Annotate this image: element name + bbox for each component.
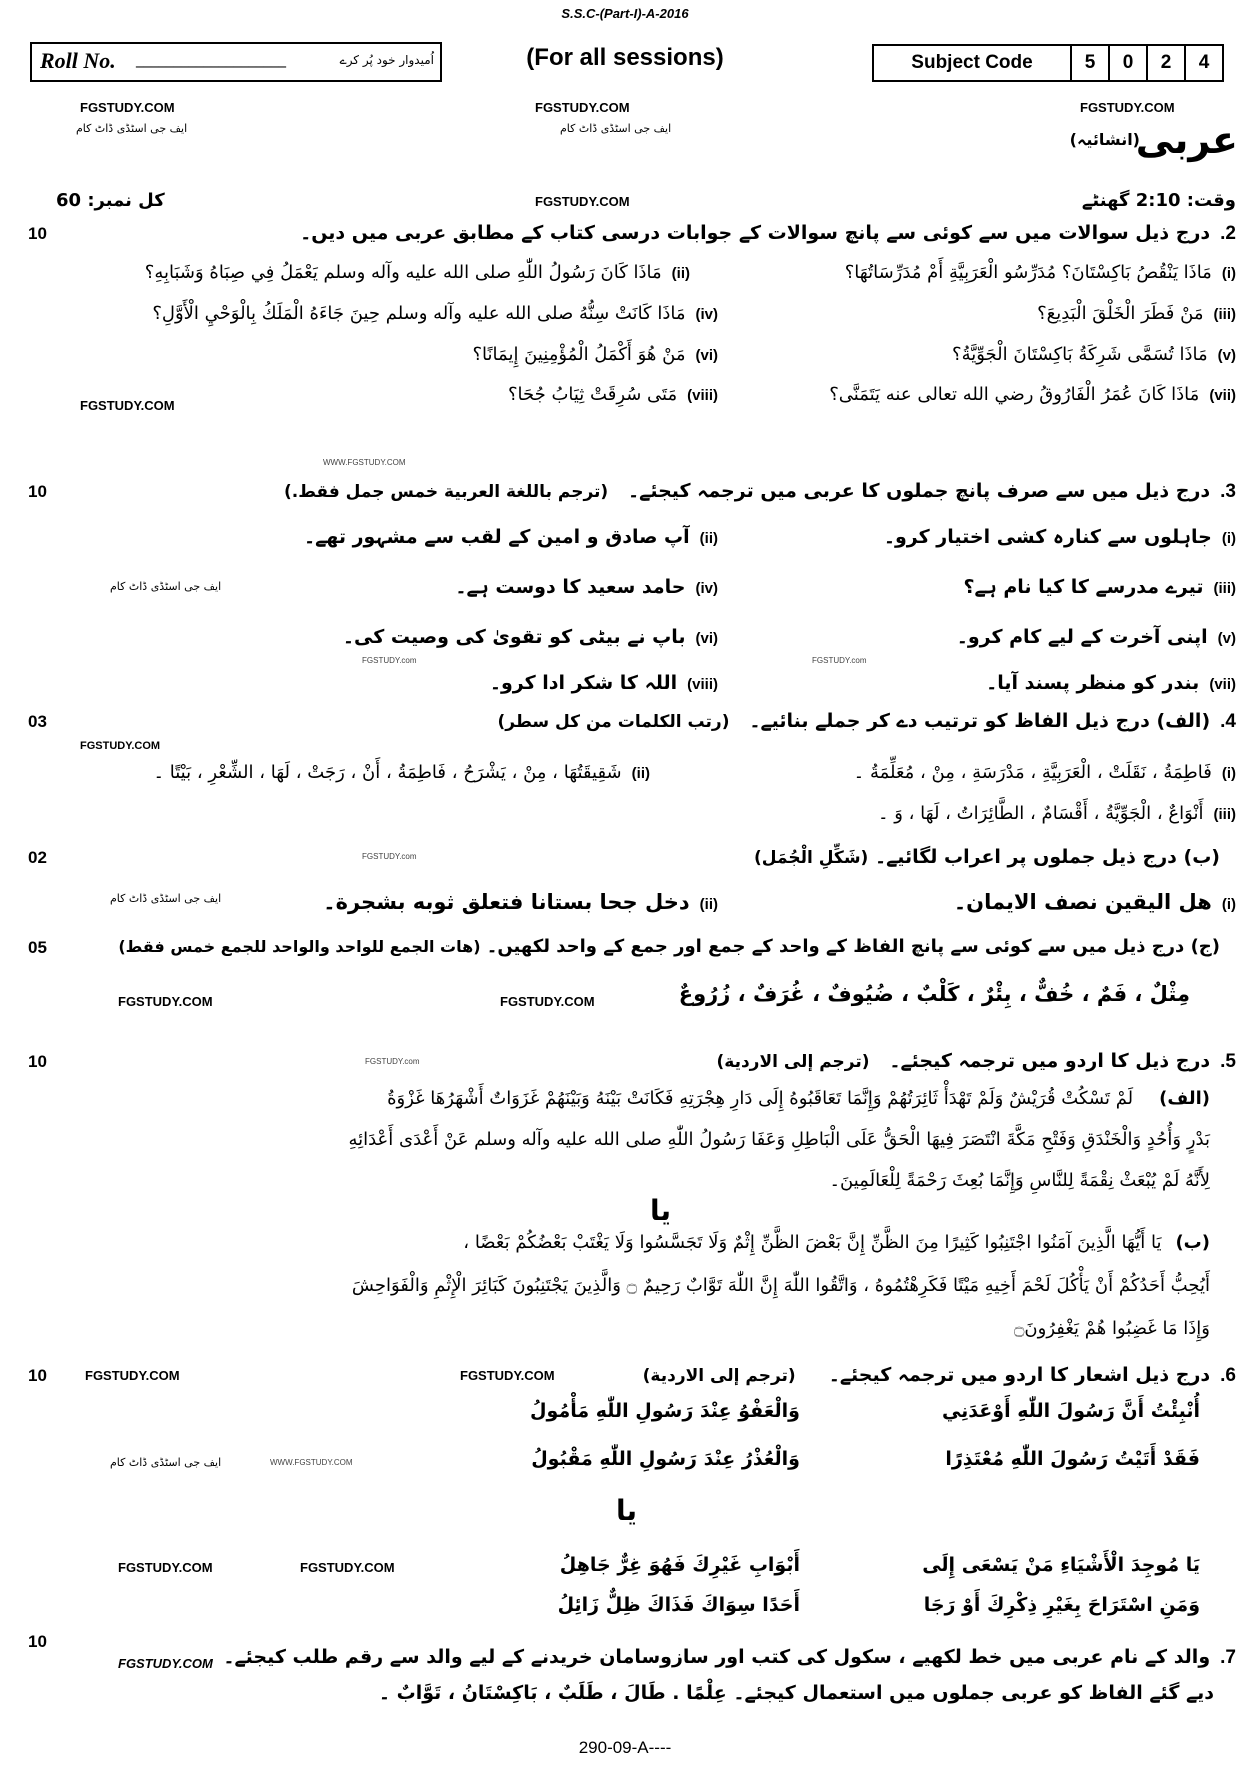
passage-text: يَا أَيُّهَا الَّذِينَ آمَنُوا اجْتَنِبُوا كَثِيرًا مِنَ الظَّنِّ إِنَّ بَعْضَ الظَّنِّ إِثْمٌ وَلَا تَجَسَّسُوا وَلَا يَغْتَبْ بَعْضُكُمْ بَعْضًا ،: [463, 1232, 1162, 1253]
q7-line: [379, 1682, 1214, 1704]
q3-item: [304, 526, 718, 548]
q3-instruction-arabic: (ترجم باللغة العربية خمس جمل فقط.): [283, 482, 609, 502]
watermark: FGSTUDY.COM: [300, 1560, 395, 1575]
item-label: (vii): [1209, 387, 1236, 404]
q5b-label: (ب): [1175, 1232, 1210, 1253]
roll-number-blank[interactable]: ____________________: [136, 50, 286, 68]
q5-instruction-arabic: (ترجم إلى الاردية): [716, 1052, 870, 1072]
q2-item: [829, 384, 1236, 405]
q4c-instruction: [118, 936, 1220, 957]
q4c-instruction-arabic: (هات الجمع للواحد والواحد للجمع خمس فقط): [118, 937, 481, 956]
watermark: FGSTUDY.COM: [1080, 100, 1175, 115]
q6-number: 6.: [1220, 1365, 1236, 1386]
q5-number: 5.: [1220, 1051, 1236, 1072]
q7-marks: 10: [28, 1632, 47, 1651]
item-label: (v): [1217, 630, 1236, 647]
subject-code-digit: 0: [1108, 46, 1146, 80]
q4a-instruction-arabic: (رتب الكلمات من كل سطر): [497, 712, 730, 732]
verse-first-half: فَقَدْ أَتَيْتُ رَسُولَ اللّٰهِ مُعْتَذِرًا: [945, 1448, 1200, 1470]
item-text: باپ نے بیٹی کو تقویٰ کی وصیت کی۔: [342, 626, 686, 648]
item-text: بندر کو منظر پسند آیا۔: [986, 672, 1200, 694]
item-text: فَاطِمَةُ ، نَقَلَتْ ، الْعَرَبِيَّةِ ، مَدْرَسَةِ ، مِنْ ، مُعَلِّمَةُ ۔: [853, 762, 1212, 783]
item-label: (i): [1221, 265, 1236, 282]
paper-code: 290-09-A----: [578, 1738, 672, 1757]
watermark: FGSTUDY.COM: [80, 100, 175, 115]
item-text: حامد سعید کا دوست ہے۔: [455, 576, 686, 598]
q4a-instruction-text: درج ذیل الفاظ کو ترتیب دے کر جملے بنائیے۔: [749, 710, 1150, 732]
q2-item: [845, 262, 1236, 283]
q4a-instruction: [497, 710, 1236, 733]
watermark: FGSTUDY.COM: [80, 740, 161, 752]
item-text: تیرے مدرسے کا کیا نام ہے؟: [963, 576, 1204, 598]
verse-second-half: وَالْعَفْوُ عِنْدَ رَسُولِ اللّٰهِ مَأْمُولُ: [530, 1400, 800, 1422]
q7-number: 7.: [1220, 1647, 1236, 1668]
item-text: مَاذَا كَانَ رَسُولُ اللّٰهِ صلى الله عليه وآله وسلم يَعْمَلُ فِي صِبَاهُ وَشَبَابِهِ؟: [144, 262, 662, 283]
passage-text: لَمْ تَسْكُتْ قُرَيْشٌ وَلَمْ تَهْدَأْ ثَائِرَتُهُمْ وَإِنَّمَا تَعَاقَبُوهُ إِلَى دَارِ هِجْرَتِهِ فَكَانَتْ بَيْنَهُ وَبَيْنَهُمْ غَزَوَاتٌ أَشْهَرُهَا غَزْوَةُ: [387, 1088, 1134, 1109]
total-marks: کل نمبر: 60: [56, 190, 165, 211]
q4c-marks: 05: [28, 938, 47, 957]
verse-second-half: أَبْوَابِ غَيْرِكَ فَهُوَ غِرٌّ جَاهِلُ: [559, 1554, 800, 1576]
subject-code-digit: 4: [1184, 46, 1222, 80]
q3-marks: 10: [28, 482, 47, 501]
item-text: مَنْ فَطَرَ الْخَلْقَ الْبَدِيعَ؟: [1037, 303, 1204, 324]
q2-marks: 10: [28, 224, 47, 243]
q2-item: [1037, 303, 1236, 324]
item-text: مَاذَا كَانَتْ سِنُّهُ صلى الله عليه وآله وسلم حِينَ جَاءَهُ الْمَلَكُ بِالْوَحْيِ الْأَوَّلِ؟: [152, 303, 686, 324]
q6-instruction-arabic: (ترجم إلى الاردية): [642, 1366, 796, 1386]
item-label: (i): [1221, 765, 1236, 782]
verse-second-half: أَحَدًا سِوَاكَ فَذَاكَ ظِلٌّ زَائِلُ: [557, 1594, 800, 1616]
q4b-instruction-arabic: (شَكِّلِ الْجُمَل): [754, 848, 869, 868]
q3-instruction: [284, 480, 1236, 503]
q3-item: [490, 672, 718, 694]
q6-marks: 10: [28, 1366, 47, 1385]
q5-marks: 10: [28, 1052, 47, 1071]
q4c-words: مِثْلٌ ، فَمٌ ، خُفٌّ ، بِئْرٌ ، كَلْبٌ ، ضُيُوفٌ ، غُرَفٌ ، زُرُوعٌ: [678, 982, 1190, 1006]
item-label: (ii): [631, 765, 650, 782]
exam-title: S.S.C-(Part-I)-A-2016: [561, 6, 689, 21]
q5b-line: وَإِذَا مَا غَضِبُوا هُمْ يَغْفِرُونَ۝: [1013, 1318, 1210, 1339]
q7-instruction-text: دیے گئے الفاظ کو عربی جملوں میں استعمال کیجئے۔: [733, 1682, 1214, 1704]
q7-line: [223, 1646, 1236, 1669]
item-label: (ii): [671, 265, 690, 282]
q4a-item: [153, 762, 650, 783]
watermark: FGSTUDY.COM: [80, 398, 175, 413]
q3-item: [343, 626, 718, 648]
item-label: (vi): [695, 630, 718, 647]
q5a-label: (الف): [1159, 1088, 1210, 1109]
q2-item: [145, 262, 690, 283]
q4b-item: [954, 890, 1236, 914]
q3-item: [963, 576, 1236, 598]
q3-item: [884, 526, 1236, 548]
q2-item: [152, 303, 718, 324]
item-label: (iv): [695, 580, 718, 597]
item-text: مَتَى سُرِقَتْ ثِيَابُ جُحَا؟: [507, 384, 678, 405]
watermark-urdu: ایف جی اسٹڈی ڈاٹ کام: [110, 892, 222, 905]
item-text: آپ صادق و امین کے لقب سے مشہور تھے۔: [304, 526, 690, 548]
q4b-label: (ب): [1183, 846, 1220, 868]
item-label: (i): [1221, 896, 1236, 913]
q4c-label: (ج): [1190, 936, 1220, 957]
item-text: مَاذَا تُسَمَّى شَرِكَةُ بَاكِسْتَانَ الْجَوِّيَّةُ؟: [952, 344, 1208, 365]
q5a-line: بَدْرٍ وَأُحُدٍ وَالْخَنْدَقِ وَفَتْحِ مَكَّةَ انْتَصَرَ فِيهَا الْحَقُّ عَلَى الْبَاطِلِ وَعَفَا رَسُولُ اللّٰهِ صلى الله عليه وآله وسلم عَنْ أَعْدَى أَعْدَائِهِ: [348, 1129, 1210, 1150]
watermark: FGSTUDY.COM: [118, 1656, 213, 1671]
item-label: (iv): [695, 306, 718, 323]
q3-instruction-text: درج ذیل میں سے صرف پانچ جملوں کا عربی میں ترجمہ کیجئے۔: [628, 480, 1211, 502]
watermark: FGSTUDY.COM: [118, 994, 213, 1009]
item-text: مَاذَا يَنْقُصُ بَاكِسْتَانَ؟ مُدَرِّسُو الْعَرَبِيَّةِ أَمْ مُدَرِّسَاتُهَا؟: [844, 262, 1212, 283]
watermark: WWW.FGSTUDY.COM: [270, 1458, 353, 1467]
watermark: FGSTUDY.COM: [535, 194, 630, 209]
watermark-urdu: ایف جی اسٹڈی ڈاٹ کام: [76, 122, 188, 135]
q2-item: [508, 384, 718, 405]
q3-item: [455, 576, 718, 598]
q2-instruction-text: درج ذیل سوالات میں سے کوئی سے پانچ سوالات کے جوابات درسی کتاب کے مطابق عربی میں دیں۔: [300, 222, 1211, 244]
item-label: (viii): [687, 676, 718, 693]
watermark: FGSTUDY.com: [812, 656, 867, 665]
q5-instruction: [716, 1050, 1236, 1073]
watermark: FGSTUDY.COM: [118, 1560, 213, 1575]
or-separator: یا: [616, 1494, 638, 1527]
q4a-item: [878, 803, 1236, 824]
verse-first-half: أُنْبِئْتُ أَنَّ رَسُولَ اللّٰهِ أَوْعَدَنِي: [941, 1400, 1200, 1422]
q2-item: [952, 344, 1236, 365]
q3-item: [986, 672, 1236, 694]
watermark: FGSTUDY.com: [362, 852, 417, 861]
q5b-line: أَيُحِبُّ أَحَدُكُمْ أَنْ يَأْكُلَ لَحْمَ أَخِيهِ مَيْتًا فَكَرِهْتُمُوهُ ، وَاتَّقُوا اللّٰهَ إِنَّ اللّٰهَ تَوَّابٌ رَحِيمٌ ۝ وَالَّذِينَ يَجْتَنِبُونَ كَبَائِرَ الْإِثْمِ وَالْفَوَاحِشَ: [351, 1275, 1210, 1296]
subject-code-digit: 2: [1146, 46, 1184, 80]
item-text: هل اليقين نصف الايمان۔: [953, 890, 1212, 914]
subject-title: عربی: [1135, 118, 1238, 162]
sessions-title: (For all sessions): [526, 44, 724, 71]
item-text: اپنی آخرت کے لیے کام کرو۔: [956, 626, 1208, 648]
subject-subtitle: (انشائیہ): [1069, 130, 1140, 149]
q5a-line: [387, 1088, 1210, 1109]
roll-number-note: اُمیدوار خود پُر کرے: [339, 53, 434, 67]
watermark-urdu: ایف جی اسٹڈی ڈاٹ کام: [560, 122, 672, 135]
item-label: (vii): [1209, 676, 1236, 693]
item-text: اللہ کا شکر ادا کرو۔: [489, 672, 678, 694]
q4a-item: [854, 762, 1236, 783]
watermark: FGSTUDY.com: [362, 656, 417, 665]
watermark: FGSTUDY.COM: [500, 994, 595, 1009]
item-label: (iii): [1213, 806, 1236, 823]
q6-instruction-text: درج ذیل اشعار کا اردو میں ترجمہ کیجئے۔: [828, 1364, 1211, 1386]
q2-number: 2.: [1220, 223, 1236, 244]
watermark: FGSTUDY.COM: [85, 1368, 180, 1383]
q4b-instruction: [754, 846, 1220, 868]
watermark: FGSTUDY.COM: [460, 1368, 555, 1383]
roll-number-label: Roll No.: [40, 48, 116, 73]
q4b-marks: 02: [28, 848, 47, 867]
watermark: FGSTUDY.COM: [535, 100, 630, 115]
or-separator: یا: [650, 1194, 672, 1227]
subject-code-digit: 5: [1070, 46, 1108, 80]
q4c-instruction-text: درج ذیل میں سے کوئی سے پانچ الفاظ کے واحد کے جمع اور جمع کے واحد لکھیں۔: [486, 936, 1185, 957]
item-label: (ii): [699, 530, 718, 547]
item-text: دخل جحا بستانا فتعلق ثوبه بشجرة۔: [323, 890, 690, 914]
q5a-line: لِأَنَّهُ لَمْ يُبْعَثْ نِقْمَةً لِلنَّاسِ وَإِنَّمَا بُعِثَ رَحْمَةً لِلْعَالَمِينَ۔: [829, 1170, 1210, 1191]
verse-second-half: وَالْعُذْرُ عِنْدَ رَسُولِ اللّٰهِ مَقْبُولُ: [531, 1448, 800, 1470]
q4b-instruction-text: درج ذیل جملوں پر اعراب لگائیے۔: [874, 846, 1177, 868]
q7-words: عِلْمًا . طَالَ ، طَلَبٌ ، بَاكِسْتَانُ ، تَوَّابٌ ۔: [378, 1682, 727, 1704]
time-allowed: وقت: 2:10 گھنٹے: [1081, 190, 1236, 211]
watermark-urdu: ایف جی اسٹڈی ڈاٹ کام: [110, 580, 222, 593]
q4a-label: (الف): [1156, 710, 1211, 732]
q2-instruction: [300, 222, 1236, 245]
watermark: WWW.FGSTUDY.COM: [323, 458, 406, 467]
verse-first-half: وَمَنِ اسْتَرَاحَ بِغَيْرِ ذِكْرِكَ أَوْ رَجَا: [923, 1594, 1200, 1616]
item-label: (ii): [699, 896, 718, 913]
item-text: أَنْوَاعٌ ، الْجَوِّيَّةُ ، أَقْسَامٌ ، الطَّائِرَاتُ ، لَهَا ، وَ ۔: [877, 803, 1204, 824]
subject-code-label: Subject Code: [911, 52, 1033, 73]
item-text: مَنْ هُوَ أَكْمَلُ الْمُؤْمِنِينَ إِيمَانًا؟: [472, 344, 686, 365]
q4a-marks: 03: [28, 712, 47, 731]
q7-instruction-text: والد کے نام عربی میں خط لکھیے ، سکول کی کتب اور سازوسامان خریدنے کے لیے والد سے رقم طلب کیجئے۔: [223, 1646, 1211, 1668]
watermark: FGSTUDY.com: [365, 1057, 420, 1066]
q2-item: [473, 344, 719, 365]
q3-number: 3.: [1220, 481, 1236, 502]
verse-first-half: يَا مُوجِدَ الْأَشْيَاءِ مَنْ يَسْعَى إِلَى: [922, 1554, 1200, 1576]
q5b-line: [463, 1232, 1210, 1253]
item-label: (iii): [1213, 580, 1236, 597]
q5-instruction-text: درج ذیل کا اردو میں ترجمہ کیجئے۔: [889, 1050, 1211, 1072]
item-text: شَقِيقَتُهَا ، مِنْ ، يَشْرَحُ ، فَاطِمَةُ ، أَنْ ، رَجَتْ ، لَهَا ، الشِّعْرِ ، بَيْتًا ۔: [153, 762, 622, 783]
watermark-urdu: ایف جی اسٹڈی ڈاٹ کام: [110, 1456, 222, 1469]
item-label: (v): [1217, 347, 1236, 364]
item-label: (iii): [1213, 306, 1236, 323]
q6-instruction: [643, 1364, 1236, 1387]
item-text: جاہلوں سے کنارہ کشی اختیار کرو۔: [883, 526, 1212, 548]
q4b-item: [323, 890, 718, 914]
subject-code-box: [872, 44, 1224, 82]
item-label: (vi): [695, 347, 718, 364]
item-label: (i): [1221, 530, 1236, 547]
q4-number: 4.: [1220, 711, 1236, 732]
q3-item: [957, 626, 1236, 648]
item-text: مَاذَا كَانَ عُمَرُ الْفَارُوقُ رضي الله تعالى عنه يَتَمَنَّى؟: [829, 384, 1200, 405]
item-label: (viii): [687, 387, 718, 404]
